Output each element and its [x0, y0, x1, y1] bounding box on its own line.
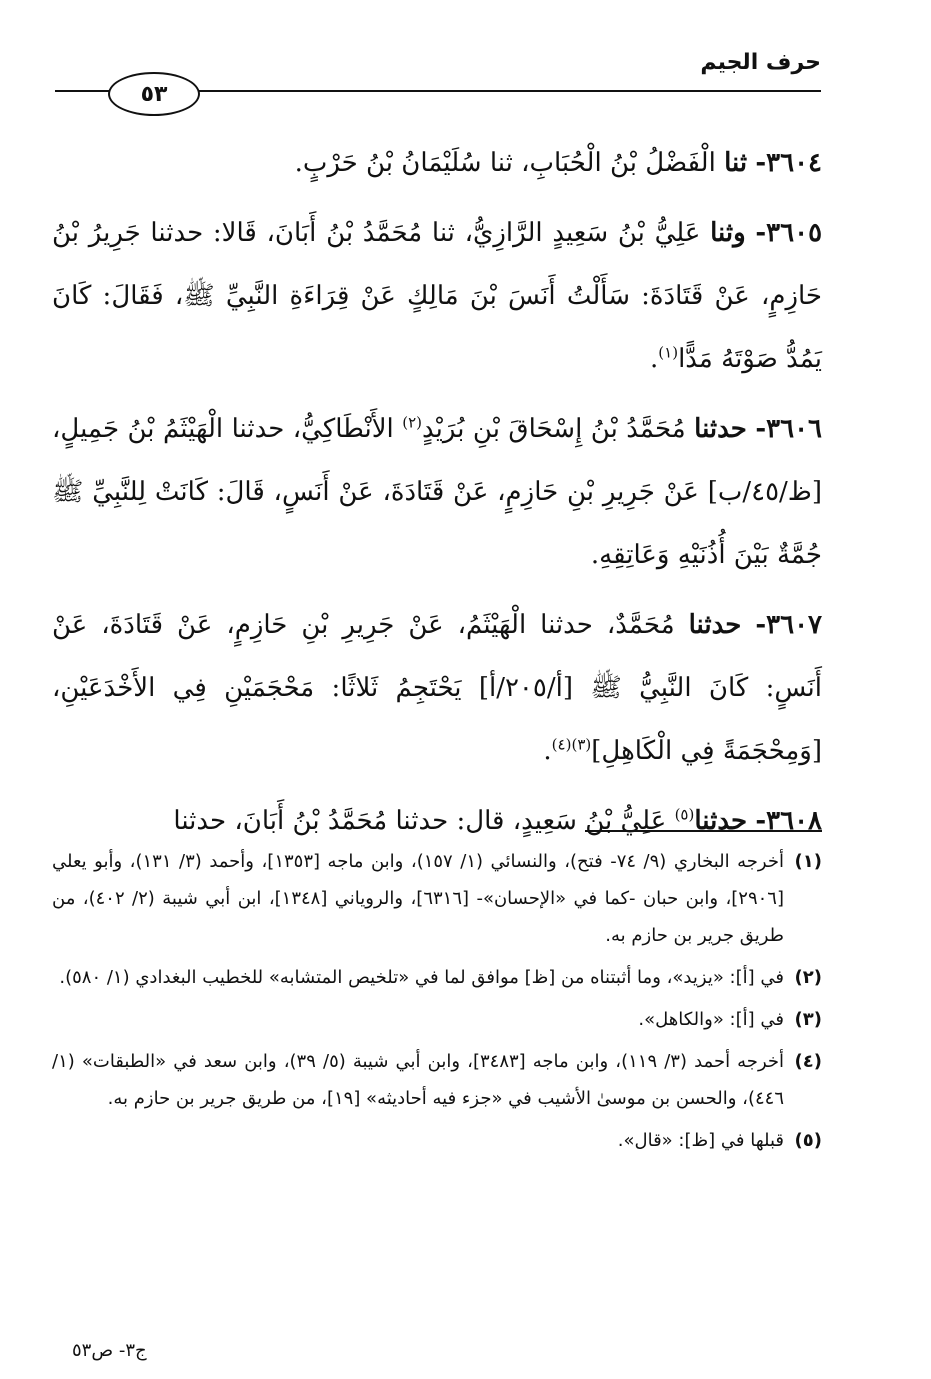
- hadith-lead: حدثنا: [694, 414, 747, 444]
- hadith-lead: حدثنا: [688, 610, 742, 640]
- hadith-text: مُحَمَّدٌ، حدثنا الْهَيْثَمُ، عَنْ جَرِيرِ بْنِ حَازِمٍ، عَنْ قَتَادَةَ، عَنْ أَنَسٍ: كَانَ النَّبِيُّ ﷺ [أ/٢٠٥/أ] يَحْتَجِمُ ثَلاثًا: مَحْجَمَيْنِ فِي الأَخْدَعَيْنِ، [وَمِحْجَمَةً فِي الْكَاهِلِ]: [52, 610, 822, 766]
- footnote-text: أخرجه أحمد (٣/ ١١٩)، وابن ماجه [٣٤٨٣]، وابن أبي شيبة (٥/ ٣٩)، وابن سعد في «الطبقات» (١/ ٤٤٦)، والحسن بن موسىٰ الأشيب في «جزء فيه أحاديثه» [١٩]، من طريق جرير بن حازم به.: [52, 1051, 784, 1109]
- footnote-separator: [585, 830, 822, 832]
- hadith-text: الْفَضْلُ بْنُ الْحُبَابِ، ثنا سُلَيْمَانُ بْنُ حَرْبٍ.: [294, 148, 716, 178]
- footnote-1: [52, 843, 822, 954]
- page-number: ٥٣: [140, 81, 168, 107]
- footnote-number: (٣): [794, 1009, 822, 1030]
- hadith-number: ٣٦٠٦-: [755, 414, 822, 444]
- hadith-lead: وثنا: [710, 218, 746, 248]
- hadith-text: مُحَمَّدُ بْنُ إِسْحَاقَ بْنِ بُرَيْدٍ: [422, 414, 686, 444]
- footnote-ref: (٥): [674, 805, 695, 824]
- footnote-number: (١): [794, 851, 822, 872]
- footnote-ref: (١): [658, 343, 679, 362]
- hadith-lead: حدثنا: [694, 806, 748, 836]
- hadith-text: عَلِيُّ بْنُ سَعِيدٍ، قال: حدثنا مُحَمَّدُ بْنُ أَبَانَ، حدثنا: [173, 806, 667, 836]
- hadith-text: عَلِيُّ بْنُ سَعِيدٍ الرَّازِيُّ، ثنا مُحَمَّدُ بْنُ أَبَانَ، قَالا: حدثنا جَرِيرُ بْنُ حَازِمٍ، عَنْ قَتَادَةَ: سَأَلْتُ أَنَسَ بْنَ مَالِكٍ عَنْ قِرَاءَةِ النَّبِيِّ ﷺ، فَقَالَ: كَانَ يَمُدُّ صَوْتَهُ مَدًّا: [52, 218, 822, 374]
- hadith-text-end: الأَنْطَاكِيُّ، حدثنا الْهَيْثَمُ بْنُ جَمِيلٍ، [ظ/٤٥/ب] عَنْ جَرِيرِ بْنِ حَازِمٍ، عَنْ قَتَادَةَ، عَنْ أَنَسٍ، قَالَ: كَانَتْ لِلنَّبِيِّ ﷺ جُمَّةٌ بَيْنَ أُذُنَيْهِ وَعَاتِقِهِ.: [52, 414, 822, 570]
- page-reference: ج٣- ص٥٣: [72, 1340, 147, 1361]
- footnote-number: (٥): [794, 1130, 822, 1151]
- footnote-5: [52, 1122, 822, 1159]
- hadith-3605: [52, 202, 822, 391]
- footnote-text: في [أ]: «والكاهل».: [638, 1009, 784, 1030]
- hadith-lead: ثنا: [724, 148, 748, 178]
- footnote-3: [52, 1001, 822, 1038]
- footnote-text: في [أ]: «يزيد»، وما أثبتناه من [ظ] موافق لما في «تلخيص المتشابه» للخطيب البغدادي (١/ ٥٨٠).: [59, 967, 784, 988]
- footnote-text: قبلها في [ظ]: «قال».: [617, 1130, 784, 1151]
- footnote-2: [52, 959, 822, 996]
- page-number-badge: [108, 72, 200, 116]
- footnote-text: أخرجه البخاري (٩/ ٧٤- فتح)، والنسائي (١/ ١٥٧)، وابن ماجه [١٣٥٣]، وأحمد (٣/ ١٣١)، وأبو يعلي [٢٩٠٦]، وابن حبان -كما في «الإحسان»- [٦٣١٦]، والروياني [١٣٤٨]، ابن أبي شيبة (٢/ ٤٠٢)، من طريق جرير بن حازم به.: [52, 851, 784, 946]
- footnote-number: (٤): [794, 1051, 822, 1072]
- footnote-ref: (٢): [402, 413, 422, 432]
- hadith-text-end: .: [650, 344, 659, 374]
- hadith-3607: [52, 594, 822, 783]
- footnote-number: (٢): [794, 967, 822, 988]
- hadith-text-end: .: [543, 736, 552, 766]
- running-title: حرف الجيم: [700, 50, 821, 75]
- hadith-3606: [52, 398, 822, 587]
- footnote-ref: (٣)(٤): [551, 735, 592, 754]
- footnote-4: [52, 1043, 822, 1117]
- main-text: [52, 132, 822, 860]
- hadith-number: ٣٦٠٥-: [755, 218, 823, 248]
- hadith-number: ٣٦٠٧-: [755, 610, 822, 640]
- hadith-number: ٣٦٠٤-: [755, 148, 822, 178]
- footnotes: [52, 843, 822, 1164]
- hadith-number: ٣٦٠٨-: [755, 806, 822, 836]
- hadith-3604: [52, 132, 822, 195]
